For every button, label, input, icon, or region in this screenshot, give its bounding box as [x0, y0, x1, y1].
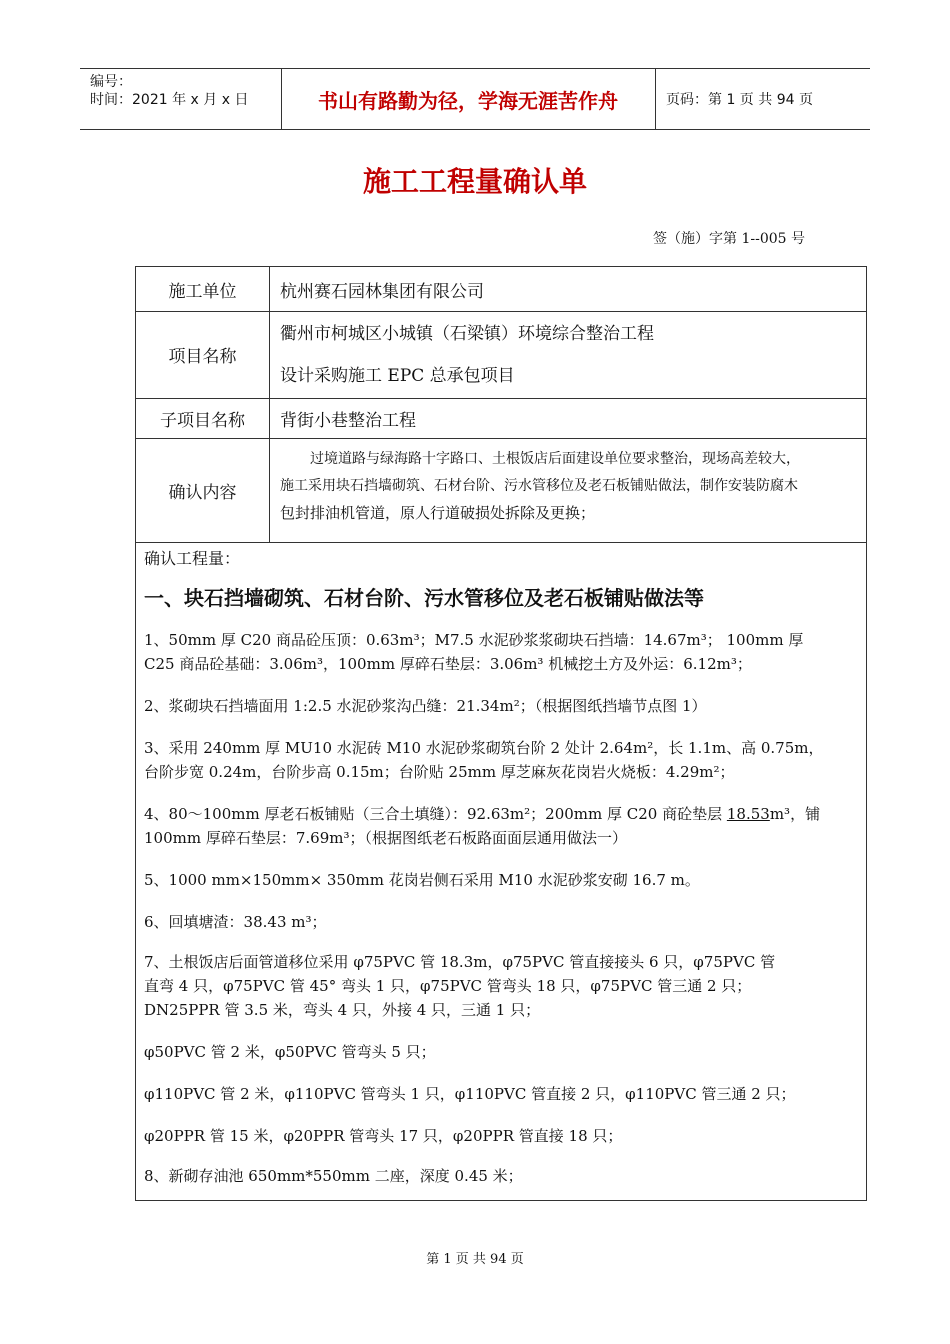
item-7-line2: 直弯 4 只，φ75PVC 管 45° 弯头 1 只，φ75PVC 管弯头 18 只，φ75PVC 管三通 2 只；: [144, 977, 752, 995]
row-subproject-name: [136, 398, 866, 439]
project-name-line2: 设计采购施工 EPC 总承包项目: [280, 366, 515, 386]
quantities-heading: 确认工程量：: [144, 549, 241, 568]
confirmation-table: [135, 266, 867, 1201]
page-footer: 第 1 页 共 94 页: [426, 1252, 524, 1267]
item-4-text-end: m³，铺: [769, 805, 821, 823]
item-8: 8、新砌存油池 650mm*550mm 二座，深度 0.45 米；: [144, 1167, 523, 1185]
item-4-text: 4、80～100mm 厚老石板铺贴（三合土填缝）：92.63m²；200mm 厚 C20 商砼垫层: [144, 805, 727, 823]
document-header: [80, 68, 870, 130]
confirm-content-line2: 施工采用块石挡墙砌筑、石材台阶、污水管移位及老石板铺贴做法，制作安装防腐木: [280, 478, 798, 494]
item-7-line4: φ50PVC 管 2 米，φ50PVC 管弯头 5 只；: [144, 1043, 436, 1061]
item-7-line1: 7、土根饭店后面管道移位采用 φ75PVC 管 18.3m，φ75PVC 管直接接头 6 只，φ75PVC 管: [144, 953, 776, 971]
subproject-name-label: 子项目名称: [136, 398, 270, 438]
item-3-line2: 台阶步宽 0.24m，台阶步高 0.15m；台阶贴 25mm 厚芝麻灰花岗岩火烧板：4.29m²；: [144, 763, 735, 781]
project-name-line1: 衢州市柯城区小城镇（石梁镇）环境综合整治工程: [280, 324, 654, 344]
row-project-name: [136, 311, 866, 399]
header-page-info: 页码：第 1 页 共 94 页: [666, 92, 813, 108]
item-1-line1: 1、50mm 厚 C20 商品砼压顶：0.63m³；M7.5 水泥砂浆浆砌块石挡墙：14.67m³； 100mm 厚: [144, 631, 804, 649]
time-label: 时间：2021 年 x 月 x 日: [90, 92, 249, 108]
item-4-underlined-value: 18.53: [726, 805, 770, 823]
construction-unit-value: 杭州赛石园林集团有限公司: [280, 282, 484, 302]
item-2: 2、浆砌块石挡墙面用 1:2.5 水泥砂浆沟凸缝：21.34m²；（根据图纸挡墙节点图 1）: [144, 697, 707, 715]
subproject-name-value: 背街小巷整治工程: [280, 411, 416, 431]
confirm-content-label: 确认内容: [136, 438, 270, 542]
construction-unit-label: 施工单位: [136, 267, 270, 311]
item-3-line1: 3、采用 240mm 厚 MU10 水泥砖 M10 水泥砂浆砌筑台阶 2 处计 2.64m²，长 1.1m、高 0.75m，: [144, 739, 824, 757]
item-1-line2: C25 商品砼基础：3.06m³，100mm 厚碎石垫层：3.06m³ 机械挖土方及外运：6.12m³；: [144, 655, 752, 673]
item-6: 6、回填塘渣：38.43 m³；: [144, 913, 327, 931]
confirm-content-line3: 包封排油机管道，原人行道破损处拆除及更换；: [280, 504, 596, 522]
document-number: 签（施）字第 1--005 号: [653, 231, 805, 247]
header-left: [90, 73, 248, 109]
confirm-content-line1: 过境道路与绿海路十字路口、土根饭店后面建设单位要求整治，现场高差较大，: [310, 451, 800, 467]
item-4-line1: [144, 803, 860, 826]
item-4-line2: 100mm 厚碎石垫层：7.69m³；（根据图纸老石板路面面层通用做法一）: [144, 829, 627, 847]
number-label: 编号：: [90, 74, 132, 90]
document-title: 施工工程量确认单: [362, 165, 587, 198]
row-confirm-content: [136, 438, 866, 543]
project-name-label: 项目名称: [136, 311, 270, 398]
item-7-line6: φ20PPR 管 15 米，φ20PPR 管弯头 17 只，φ20PPR 管直接 18 只；: [144, 1127, 623, 1145]
header-motto: 书山有路勤为径，学海无涯苦作舟: [318, 88, 618, 113]
item-7-line5: φ110PVC 管 2 米，φ110PVC 管弯头 1 只，φ110PVC 管直接 2 只，φ110PVC 管三通 2 只；: [144, 1085, 796, 1103]
item-7-line3: DN25PPR 管 3.5 米，弯头 4 只，外接 4 只，三通 1 只；: [144, 1001, 541, 1019]
header-divider: [655, 69, 656, 129]
row-construction-unit: [136, 267, 866, 312]
section-heading: 一、块石挡墙砌筑、石材台阶、污水管移位及老石板铺贴做法等: [144, 586, 704, 610]
item-5: 5、1000 mm×150mm× 350mm 花岗岩侧石采用 M10 水泥砂浆安砌 16.7 m。: [144, 871, 700, 889]
